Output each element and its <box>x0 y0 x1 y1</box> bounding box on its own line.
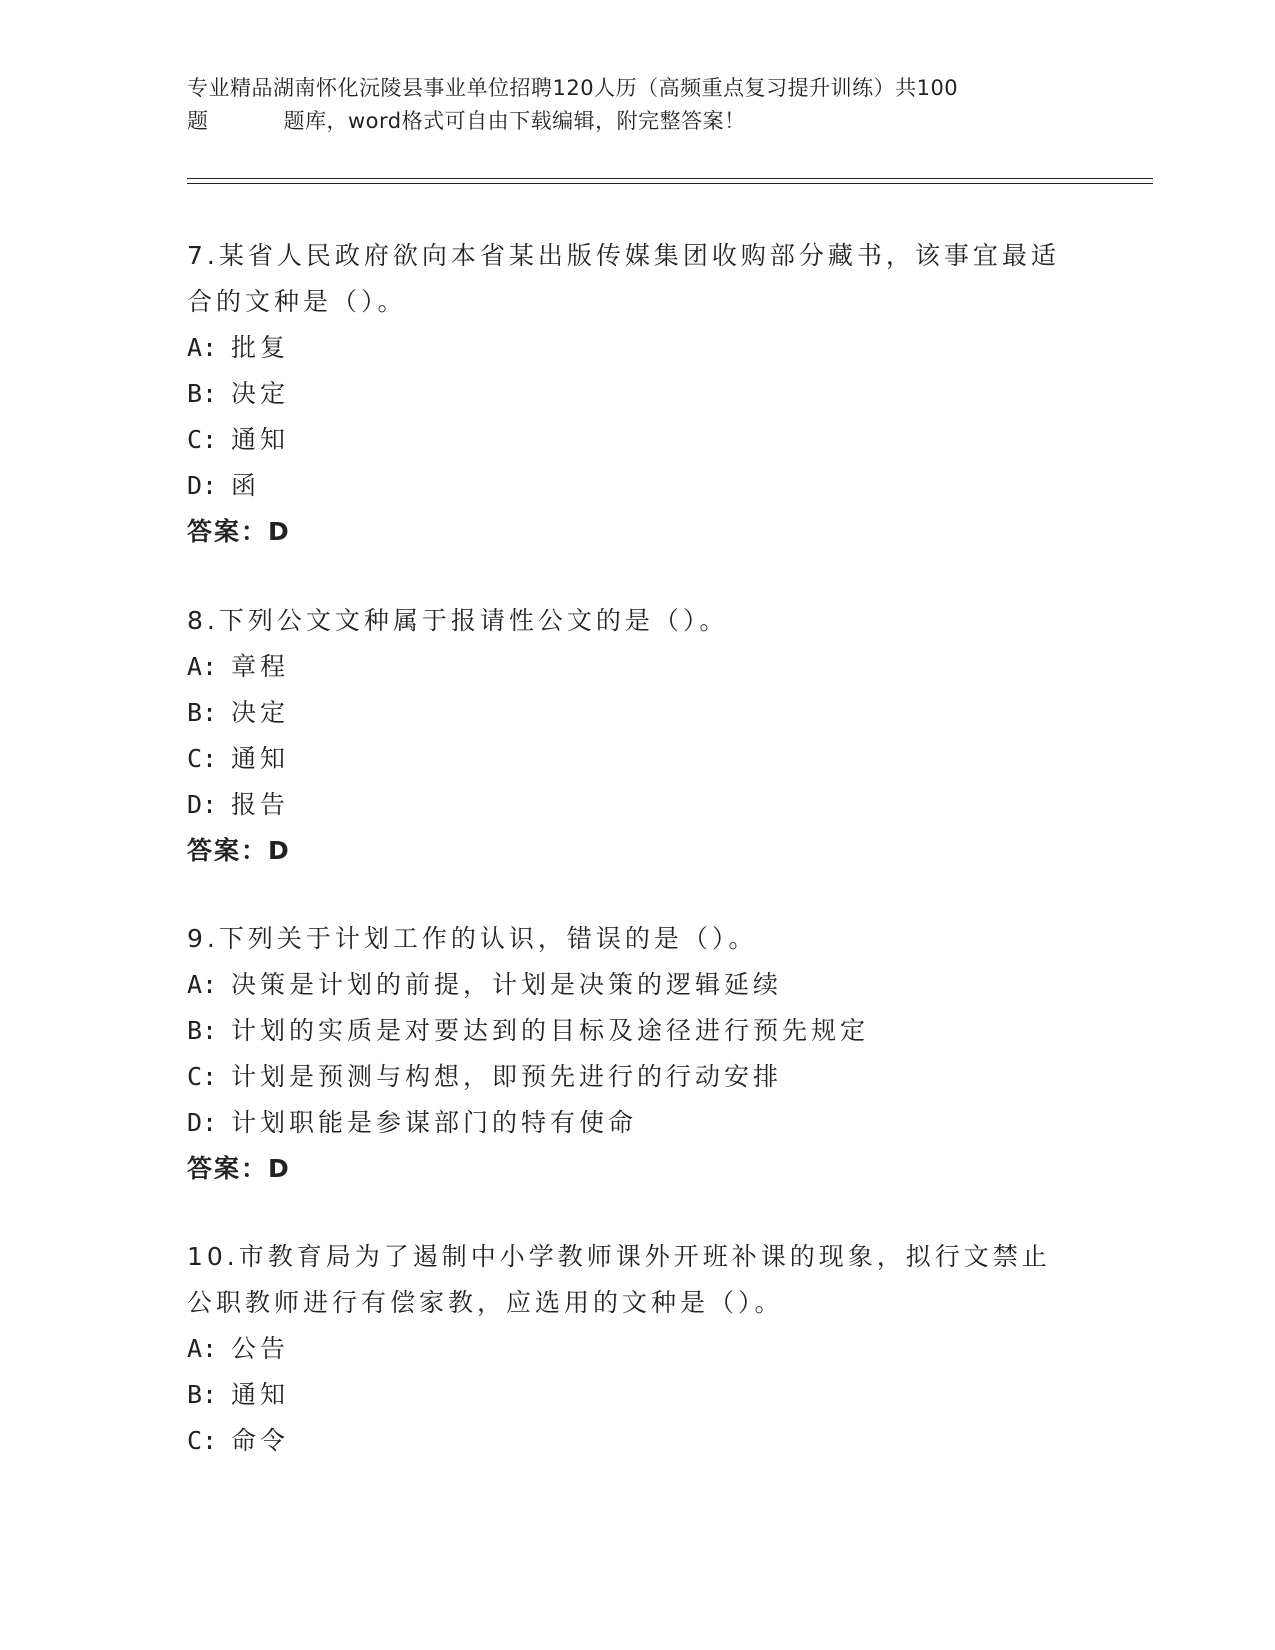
option-letter: C: <box>187 744 218 773</box>
option-text: 批复 <box>231 333 290 362</box>
answer-line: 答案：D <box>187 836 291 865</box>
option-text: 决定 <box>231 379 290 408</box>
question-10 <box>187 1234 1087 1464</box>
option-c <box>187 736 1087 782</box>
option-letter: D: <box>187 790 218 819</box>
option-b <box>187 371 1087 417</box>
question-9 <box>187 916 1087 1192</box>
option-b <box>187 1372 1087 1418</box>
header-title-line-1: 专业精品湖南怀化沅陵县事业单位招聘120人历（高频重点复习提升训练）共100 <box>187 76 959 100</box>
option-letter: D: <box>187 1108 218 1137</box>
header-title-line-2-left: 题 <box>187 109 209 133</box>
option-c <box>187 417 1087 463</box>
header-title-line-2 <box>187 105 1087 138</box>
option-text: 决定 <box>231 698 290 727</box>
option-letter: A: <box>187 333 218 362</box>
header-divider-bottom <box>187 183 1153 184</box>
option-letter: A: <box>187 652 218 681</box>
option-d <box>187 1100 1087 1146</box>
question-title: 9.下列关于计划工作的认识，错误的是（）。 <box>187 924 758 953</box>
option-c <box>187 1054 1087 1100</box>
option-a <box>187 962 1087 1008</box>
option-text: 报告 <box>231 790 290 819</box>
option-a <box>187 325 1087 371</box>
option-letter: B: <box>187 698 218 727</box>
header-divider-top <box>187 178 1153 179</box>
option-letter: B: <box>187 379 218 408</box>
option-text: 通知 <box>231 1380 290 1409</box>
option-letter: C: <box>187 1062 218 1091</box>
header-title-line-2-right: 题库，word格式可自由下载编辑，附完整答案！ <box>283 109 746 133</box>
answer-line: 答案：D <box>187 517 291 546</box>
option-text: 函 <box>231 471 261 500</box>
option-b <box>187 690 1087 736</box>
option-letter: A: <box>187 1334 218 1363</box>
answer-line: 答案：D <box>187 1154 291 1183</box>
option-text: 计划的实质是对要达到的目标及途径进行预先规定 <box>231 1016 870 1045</box>
option-b <box>187 1008 1087 1054</box>
option-text: 命令 <box>231 1426 290 1455</box>
option-a <box>187 1326 1087 1372</box>
question-8 <box>187 598 1087 874</box>
option-text: 公告 <box>231 1334 290 1363</box>
document-header <box>187 72 1087 138</box>
question-7 <box>187 233 1087 555</box>
option-letter: C: <box>187 425 218 454</box>
option-d <box>187 782 1087 828</box>
option-text: 通知 <box>231 744 290 773</box>
option-a <box>187 644 1087 690</box>
option-text: 决策是计划的前提，计划是决策的逻辑延续 <box>231 970 783 999</box>
option-text: 通知 <box>231 425 290 454</box>
option-letter: B: <box>187 1016 218 1045</box>
option-text: 计划职能是参谋部门的特有使命 <box>231 1108 638 1137</box>
option-letter: C: <box>187 1426 218 1455</box>
question-title: 7.某省人民政府欲向本省某出版传媒集团收购部分藏书，该事宜最适合的文种是（）。 <box>187 241 1060 316</box>
option-d <box>187 463 1087 509</box>
option-c <box>187 1418 1087 1464</box>
question-title: 10.市教育局为了遏制中小学教师课外开班补课的现象，拟行文禁止公职教师进行有偿家教，应选用的文种是（）。 <box>187 1242 1051 1317</box>
option-letter: B: <box>187 1380 218 1409</box>
option-letter: A: <box>187 970 218 999</box>
option-text: 章程 <box>231 652 290 681</box>
option-letter: D: <box>187 471 218 500</box>
question-title: 8.下列公文文种属于报请性公文的是（）。 <box>187 606 729 635</box>
option-text: 计划是预测与构想，即预先进行的行动安排 <box>231 1062 783 1091</box>
